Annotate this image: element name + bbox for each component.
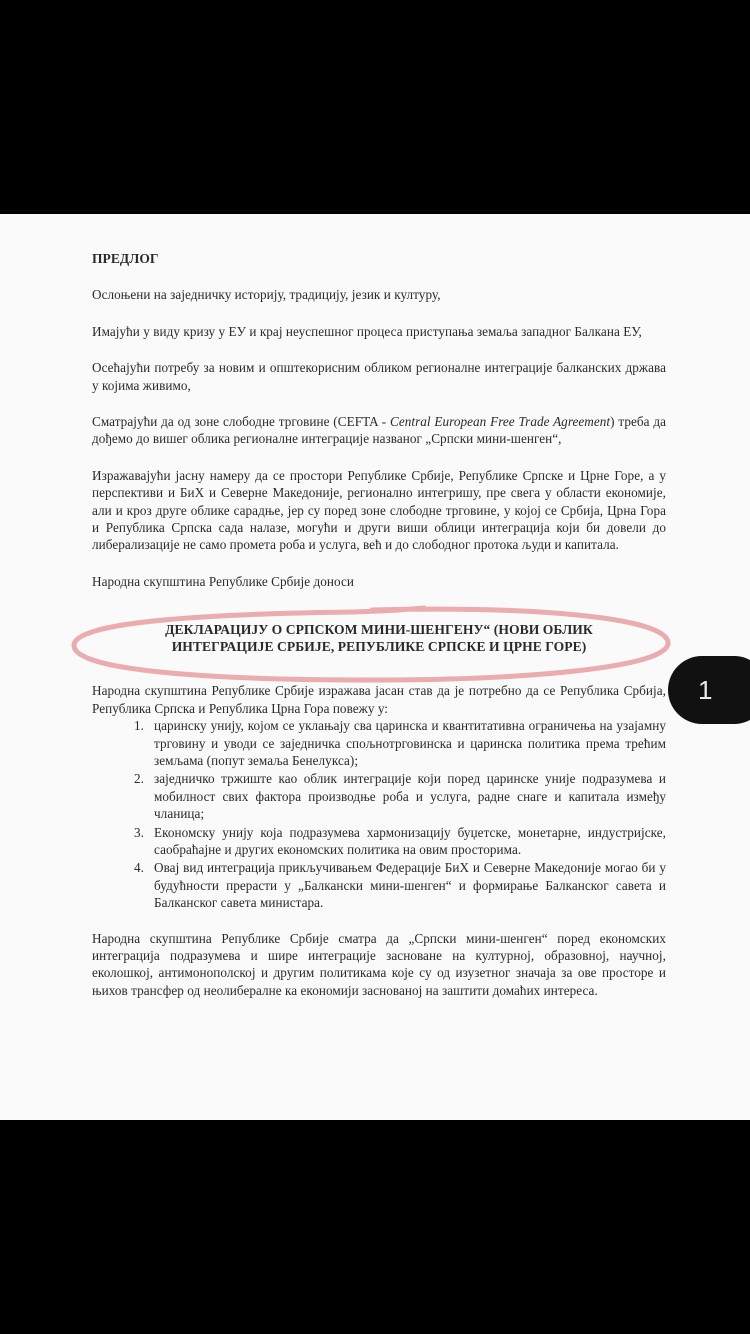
document-body [92,250,666,1018]
list-item-text: царинску унију, којом се уклањају сва царинска и квантитативна ограничења на узајамну трговину и уводи се заједничка спољнотрговинска и царинска политика према трећим земљама (попут земаља Бенелукса); [154,718,666,768]
list-item-number: 4. [134,860,144,876]
declaration-title [92,618,666,655]
list-item-text: Овај вид интеграција прикључивањем Федерације БиХ и Северне Македоније могао би у будућности прерасти у „Балкански мини-шенген“ и формирање Балканског савета и Балканског савета министара. [154,860,666,911]
declaration-title-block [92,618,666,666]
page-indicator-number: 1 [698,674,713,705]
cefta-italic: Central European Free Trade Agreement [389,414,611,430]
declaration-intro: Народна скупштина Републике Србије изражава јасан став да је потребно да се Република Србија, Република Српска и Република Црна Гора повежу у: [92,683,666,716]
document-page [0,214,750,1120]
document-heading: ПРЕДЛОГ [92,251,159,266]
paragraph-6: Народна скупштина Републике Србије доноси [92,573,354,589]
page-indicator[interactable] [668,656,750,724]
cefta-before: Сматрајући да од зоне слободне трговине (CEFTA - [92,414,390,430]
closing-paragraph: Народна скупштина Републике Србије сматра да „Српски мини-шенген“ поред економских интеграција подразумева и шире интеграције засноване на културној, образовној, научној, еколошкој, антимонополској и другим политикама које су од изузетног значаја за ове просторе и њихов трансфер од неолибералне ка економији заснованој на заштити домаћих интереса. [92,930,666,998]
paragraph-cefta [92,413,666,448]
top-black-band [0,0,750,214]
bottom-black-band [0,1120,750,1334]
list-item-text: Економску унију која подразумева хармонизацију буџетске, монетарне, индустријске, саобраћајне и других економских политика на овим просторима. [154,824,666,857]
list-item-number: 2. [134,771,144,787]
list-item [92,717,666,769]
paragraph-5: Изражавајући јасну намеру да се простори Републике Србије, Републике Српске и Црне Горе, а у перспективи и БиХ и Северне Македоније, регионално интегришу, пре свега у области економије, али и кроз друге облике сарадње, јер су поред зоне слободне трговине, у којој се Србија, Црна Гора и Република Српска сада налазе, могући и други виши облици интеграција који би довели до либерализације не само промета роба и услуга, већ и до слободног протока људи и капитала. [92,467,666,553]
paragraph-3: Осећајући потребу за новим и општекорисним обликом регионалне интеграције балканских држава у којима живимо, [92,360,666,393]
list-item-text: заједничко тржиште као облик интеграције који поред царинске уније подразумева и мобилност свих фактора производње роба и услуга, радне снаге и капитала између чланица; [154,771,666,822]
edge-mark [34,208,44,214]
list-item [92,824,666,859]
list-item-number: 1. [134,718,144,734]
paragraph-1: Ослоњени на заједничку историју, традицију, језик и културу, [92,287,441,303]
list-item [92,770,666,822]
declaration-title-line1: ДЕКЛАРАЦИЈУ О СРПСКОМ МИНИ-ШЕНГЕНУ“ (НОВИ ОБЛИК [165,622,593,638]
paragraph-2: Имајући у виду кризу у ЕУ и крај неуспешног процеса приступања земаља западног Балкана ЕУ, [92,323,642,339]
list-item [92,859,666,911]
declaration-title-line2: ИНТЕГРАЦИЈЕ СРБИЈЕ, РЕПУБЛИКЕ СРПСКЕ И ЦРНЕ ГОРЕ) [171,639,587,655]
declaration-list [92,717,666,911]
cefta-after: ) треба да дођемо до вишег облика регионалне интеграције названог „Српски мини-шенген“, [92,414,667,447]
list-item-number: 3. [134,824,144,840]
